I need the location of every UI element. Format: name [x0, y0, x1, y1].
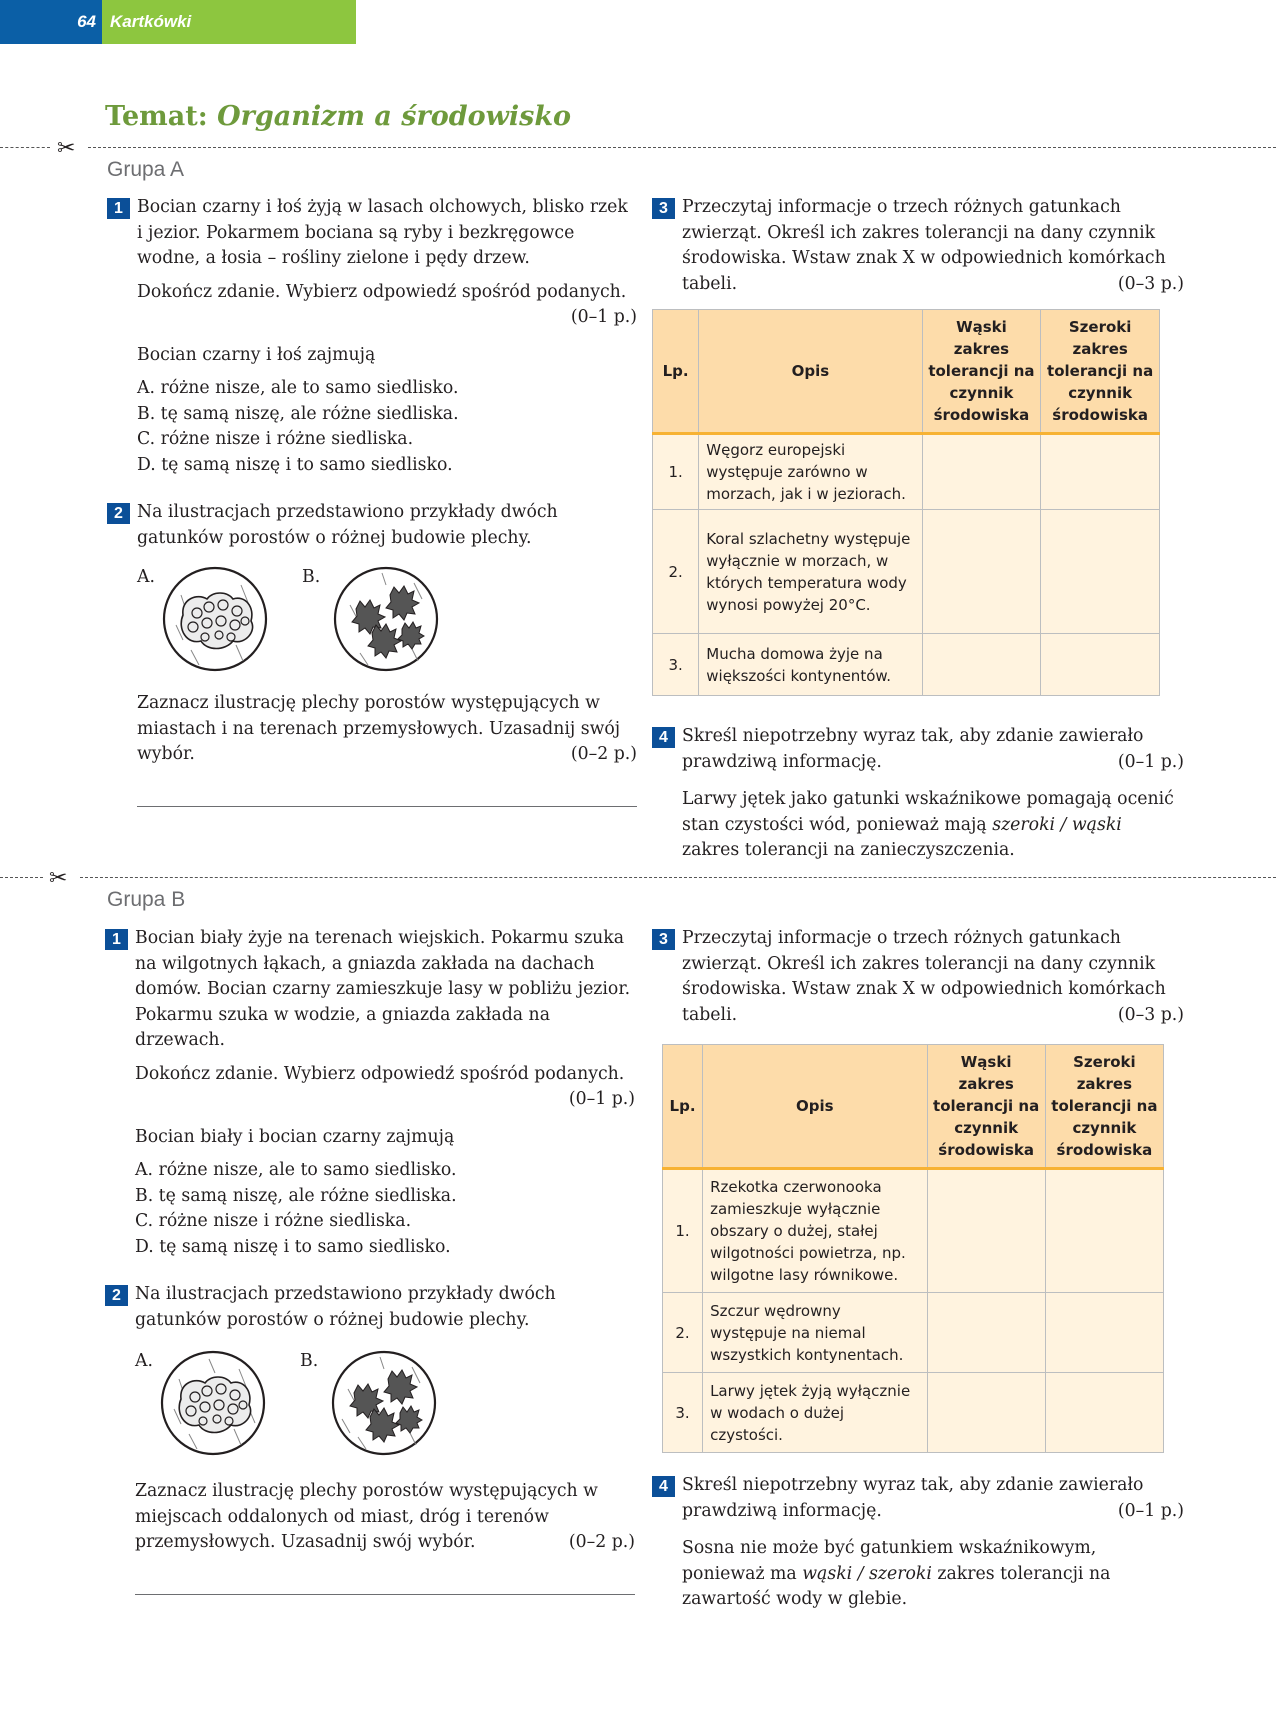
tolerance-table	[652, 309, 1160, 696]
row-opis: Koral szlachetny występuje wyłącznie w morzach, w których temperatura wody wynosi powyżej 20°C.	[699, 510, 922, 634]
answer-options	[137, 376, 637, 478]
col-header-wide: Szeroki zakres tolerancji na czynnik środowiska	[1041, 310, 1160, 434]
topic-title: Organizm a środowisko	[217, 101, 572, 132]
group-a-task-2	[107, 500, 637, 807]
row-lp: 3.	[663, 1373, 703, 1453]
row-lp: 2.	[653, 510, 699, 634]
row-lp: 1.	[663, 1169, 703, 1293]
page-title	[105, 101, 571, 132]
task-points: (0–1 p.)	[1117, 1500, 1184, 1521]
group-b-task-4	[652, 1473, 1184, 1613]
task-points: (0–3 p.)	[1117, 273, 1184, 294]
table-row	[663, 1169, 1164, 1293]
tolerance-table	[662, 1044, 1164, 1453]
group-b-label: Grupa B	[107, 888, 186, 911]
answer-options	[135, 1158, 635, 1260]
task-points: (0–1 p.)	[568, 1089, 635, 1109]
task-text: Bocian biały żyje na terenach wiejskich. Pokarmu szuka na wilgotnych łąkach, a gniazda zakłada na dachach domów. Bocian czarny zamieszkuje lasy w pobliżu jezior. Pokarmu szuka w wodzie, a gniazda zakłada na drzewach.	[135, 928, 631, 1050]
group-b-left-column	[105, 926, 635, 1595]
task-number: 1	[105, 929, 128, 950]
wide-cell[interactable]	[1041, 634, 1160, 696]
task-number: 3	[652, 198, 675, 219]
group-b-task-1	[105, 926, 635, 1260]
task-question: Zaznacz ilustrację plechy porostów występujących w miejscach oddalonych od miast, dróg i terenów przemysłowych. Uzasadnij swój wybór.	[135, 1481, 598, 1552]
col-header-lp: Lp.	[653, 310, 699, 434]
scissors-icon: ✂	[49, 866, 68, 891]
sentence-before: Larwy jętek jako gatunki wskaźnikowe pomagają ocenić stan czystości wód, ponieważ mają	[682, 789, 1174, 835]
narrow-cell[interactable]	[922, 510, 1041, 634]
narrow-cell[interactable]	[922, 434, 1041, 510]
row-lp: 1.	[653, 434, 699, 510]
col-header-wide: Szeroki zakres tolerancji na czynnik środowiska	[1045, 1045, 1163, 1169]
task-number: 2	[107, 503, 130, 524]
illustration-label-a: A.	[137, 567, 155, 587]
task-text: Na ilustracjach przedstawiono przykłady dwóch gatunków porostów o różnej budowie plechy.	[135, 1284, 556, 1330]
task-text: Na ilustracjach przedstawiono przykłady dwóch gatunków porostów o różnej budowie plechy.	[137, 502, 558, 548]
scissors-icon: ✂	[57, 136, 76, 161]
row-opis: Węgorz europejski występuje zarówno w morzach, jak i w jeziorach.	[699, 434, 922, 510]
task-text: Przeczytaj informacje o trzech różnych gatunkach zwierząt. Określ ich zakres tolerancji na dany czynnik środowiska. Wstaw znak X w odpowiednich komórkach tabeli.	[682, 928, 1166, 1025]
row-opis: Larwy jętek żyją wyłącznie w wodach o dużej czystości.	[703, 1373, 927, 1453]
task-instruction: Dokończ zdanie. Wybierz odpowiedź spośród podanych.	[137, 281, 627, 302]
task-number: 3	[652, 929, 675, 950]
wide-cell[interactable]	[1045, 1169, 1163, 1293]
task-text: Bocian czarny i łoś żyją w lasach olchowych, blisko rzek i jezior. Pokarmem bociana są ryby i bezkręgowce wodne, a łosia – rośliny zielone i pędy drzew.	[137, 197, 628, 268]
narrow-cell[interactable]	[927, 1373, 1045, 1453]
lichen-b-illustration[interactable]	[330, 1349, 438, 1457]
lichen-a-illustration[interactable]	[161, 565, 269, 673]
task-points: (0–1 p.)	[570, 307, 637, 327]
cut-line	[0, 866, 1280, 891]
task-text: Skreśl niepotrzebny wyraz tak, aby zdanie zawierało prawdziwą informację.	[682, 1475, 1144, 1521]
group-a-task-4	[652, 724, 1184, 864]
wide-cell[interactable]	[1045, 1293, 1163, 1373]
task-points: (0–2 p.)	[568, 1532, 635, 1552]
task-points: (0–3 p.)	[1117, 1004, 1184, 1025]
row-opis: Mucha domowa żyje na większości kontynentów.	[699, 634, 922, 696]
col-header-lp: Lp.	[663, 1045, 703, 1169]
sentence-before: Sosna nie może być gatunkiem wskaźnikowym, ponieważ ma	[682, 1538, 1097, 1584]
row-lp: 3.	[653, 634, 699, 696]
group-a-left-column	[107, 195, 637, 807]
group-a-right-column	[652, 195, 1184, 864]
task-text: Przeczytaj informacje o trzech różnych gatunkach zwierząt. Określ ich zakres tolerancji na dany czynnik środowiska. Wstaw znak X w odpowiednich komórkach tabeli.	[682, 197, 1166, 294]
col-header-opis: Opis	[699, 310, 922, 434]
group-a-label: Grupa A	[107, 158, 185, 181]
group-b-right-column	[652, 926, 1184, 1613]
word-choice[interactable]: szeroki / wąski	[992, 814, 1122, 835]
narrow-cell[interactable]	[927, 1169, 1045, 1293]
task-number: 1	[107, 198, 130, 219]
illustration-label-a: A.	[135, 1351, 153, 1371]
illustration-label-b: B.	[302, 567, 321, 587]
group-b-task-3	[652, 926, 1184, 1028]
table-row	[663, 1293, 1164, 1373]
sentence-after: zakres tolerancji na zanieczyszczenia.	[682, 840, 1015, 860]
task-points: (0–2 p.)	[570, 744, 637, 764]
answer-line[interactable]	[135, 1594, 635, 1595]
col-header-narrow: Wąski zakres tolerancji na czynnik środowiska	[922, 310, 1041, 434]
option-b[interactable]: B. tę samą niszę, ale różne siedliska.	[137, 403, 459, 424]
table-row	[653, 434, 1160, 510]
answer-line[interactable]	[137, 806, 637, 807]
task-question: Zaznacz ilustrację plechy porostów występujących w miastach i na terenach przemysłowych. Uzasadnij swój wybór.	[137, 693, 621, 764]
option-a[interactable]: A. różne nisze, ale to samo siedlisko.	[137, 378, 459, 398]
task-number: 2	[105, 1285, 128, 1306]
section-title: Kartkówki	[102, 0, 356, 44]
page-header	[0, 0, 356, 44]
row-opis: Szczur wędrowny występuje na niemal wszystkich kontynentach.	[703, 1293, 927, 1373]
option-a[interactable]: A. różne nisze, ale to samo siedlisko.	[135, 1160, 457, 1180]
task-points: (0–1 p.)	[1117, 751, 1184, 772]
task-text: Skreśl niepotrzebny wyraz tak, aby zdanie zawierało prawdziwą informację.	[682, 726, 1144, 772]
option-c[interactable]: C. różne nisze i różne siedliska.	[137, 429, 414, 449]
narrow-cell[interactable]	[927, 1293, 1045, 1373]
option-b[interactable]: B. tę samą niszę, ale różne siedliska.	[135, 1185, 457, 1206]
task-stem: Bocian biały i bocian czarny zajmują	[135, 1126, 455, 1147]
task-number: 4	[652, 727, 675, 748]
page-number: 64	[0, 0, 102, 44]
illustration-label-b: B.	[300, 1351, 319, 1371]
group-b-task-2	[105, 1282, 635, 1595]
task-sentence	[682, 787, 1184, 864]
table-row	[653, 634, 1160, 696]
cut-line	[0, 136, 1280, 161]
group-a-task-1	[107, 195, 637, 478]
table-row	[663, 1373, 1164, 1453]
group-a-task-3	[652, 195, 1184, 297]
task-stem: Bocian czarny i łoś zajmują	[137, 344, 376, 365]
row-lp: 2.	[663, 1293, 703, 1373]
narrow-cell[interactable]	[922, 634, 1041, 696]
wide-cell[interactable]	[1041, 434, 1160, 510]
wide-cell[interactable]	[1045, 1373, 1163, 1453]
col-header-opis: Opis	[703, 1045, 927, 1169]
row-opis: Rzekotka czerwonooka zamieszkuje wyłącznie obszary o dużej, stałej wilgotności powietrza, np. wilgotne lasy równikowe.	[703, 1169, 927, 1293]
task-number: 4	[652, 1476, 675, 1497]
option-c[interactable]: C. różne nisze i różne siedliska.	[135, 1211, 412, 1231]
sentence-after: zakres tolerancji na zawartość wody w glebie.	[682, 1563, 1111, 1609]
option-d[interactable]: D. tę samą niszę i to samo siedlisko.	[137, 454, 453, 475]
task-instruction: Dokończ zdanie. Wybierz odpowiedź spośród podanych.	[135, 1063, 625, 1084]
task-sentence	[682, 1536, 1184, 1613]
word-choice[interactable]: wąski / szeroki	[802, 1563, 932, 1584]
wide-cell[interactable]	[1041, 510, 1160, 634]
lichen-a-illustration[interactable]	[159, 1349, 267, 1457]
topic-prefix: Temat:	[105, 101, 208, 132]
table-row	[653, 510, 1160, 634]
option-d[interactable]: D. tę samą niszę i to samo siedlisko.	[135, 1236, 451, 1257]
lichen-b-illustration[interactable]	[332, 565, 440, 673]
col-header-narrow: Wąski zakres tolerancji na czynnik środowiska	[927, 1045, 1045, 1169]
